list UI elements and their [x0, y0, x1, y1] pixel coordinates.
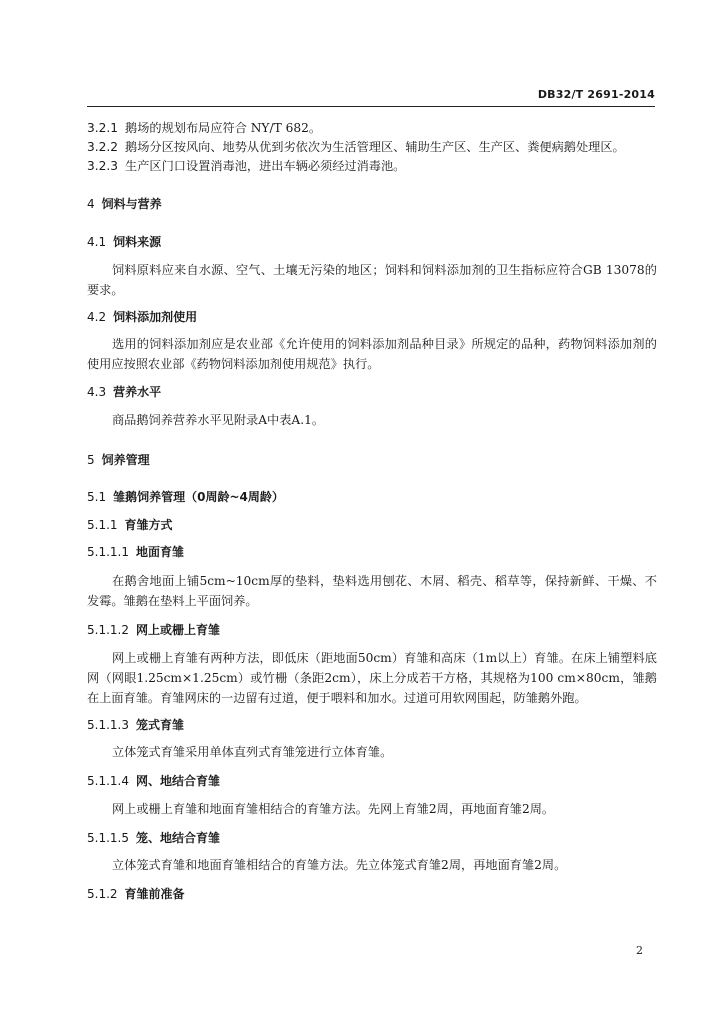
heading-title: 地面育雏: [135, 545, 184, 559]
heading-5-1-1-2: [87, 620, 657, 640]
heading-title: 笼、地结合育雏: [135, 831, 220, 845]
heading-title: 雏鹅饲养管理（0周龄~4周龄）: [113, 490, 284, 504]
heading-5-1-1-4: [87, 771, 657, 791]
heading-5-1-1-3: [87, 715, 657, 735]
heading-number: 5.1.1.4: [87, 774, 129, 788]
heading-title: 网上或栅上育雏: [135, 623, 220, 637]
paragraph-4-1: 饲料原料应来自水源、空气、土壤无污染的地区；饲料和饲料添加剂的卫生指标应符合GB 13078的要求。: [87, 263, 657, 297]
heading-4-2: [87, 307, 657, 327]
clause-text: 鹅场分区按风向、地势从优到劣依次为生活管理区、辅助生产区、生产区、粪便病鹅处理区。: [125, 140, 625, 154]
heading-number: 5.1.1.5: [87, 831, 129, 845]
heading-5-1-1-1: [87, 542, 657, 562]
clause-number: 3.2.1: [87, 121, 119, 135]
heading-4-3: [87, 382, 657, 402]
heading-title: 网、地结合育雏: [135, 774, 220, 788]
page-number: 2: [636, 944, 643, 957]
heading-number: 4.2: [87, 310, 107, 324]
heading-5-1-2: [87, 884, 657, 904]
heading-number: 5.1.2: [87, 887, 118, 901]
clause-3-2-3: [87, 156, 657, 176]
paragraph-4-3: 商品鹅饲养营养水平见附录A中表A.1。: [112, 413, 325, 427]
heading-number: 5.1.1.3: [87, 718, 129, 732]
heading-title: 笼式育雏: [135, 718, 184, 732]
paragraph-5-1-1-3: 立体笼式育雏采用单体直列式育雏笼进行立体育雏。: [112, 745, 393, 759]
clause-number: 3.2.3: [87, 159, 119, 173]
heading-number: 4.1: [87, 235, 107, 249]
heading-4-1: [87, 232, 657, 252]
heading-5-1-1: [87, 515, 657, 535]
heading-title: 饲料与营养: [101, 197, 162, 211]
heading-title: 饲养管理: [101, 453, 150, 467]
heading-5-1-1-5: [87, 828, 657, 848]
paragraph-5-1-1-1: 在鹅舍地面上铺5cm~10cm厚的垫料，垫料选用刨花、木屑、稻壳、稻草等，保持新鲜、干燥、不发霉。雏鹅在垫料上平面饲养。: [87, 574, 657, 608]
standard-code: DB32/T 2691-2014: [537, 88, 655, 101]
paragraph-5-1-1-4: 网上或栅上育雏和地面育雏相结合的育雏方法。先网上育雏2周，再地面育雏2周。: [112, 802, 555, 816]
heading-title: 饲料来源: [113, 235, 162, 249]
heading-number: 5.1.1.1: [87, 545, 129, 559]
clause-3-2-1: [87, 118, 657, 138]
heading-number: 5.1.1.2: [87, 623, 129, 637]
paragraph-4-2: 选用的饲料添加剂应是农业部《允许使用的饲料添加剂品种目录》所规定的品种，药物饲料添加剂的使用应按照农业部《药物饲料添加剂使用规范》执行。: [87, 337, 657, 371]
heading-number: 4: [87, 197, 95, 211]
paragraph-5-1-1-5: 立体笼式育雏和地面育雏相结合的育雏方法。先立体笼式育雏2周，再地面育雏2周。: [112, 858, 567, 872]
heading-title: 育雏方式: [124, 518, 173, 532]
clause-text: 生产区门口设置消毒池，进出车辆必须经过消毒池。: [125, 159, 406, 173]
heading-title: 育雏前准备: [124, 887, 185, 901]
clause-number: 3.2.2: [87, 140, 119, 154]
clause-text: 鹅场的规划布局应符合 NY/T 682。: [125, 121, 322, 135]
heading-title: 饲料添加剂使用: [113, 310, 198, 324]
clause-3-2-2: [87, 137, 657, 157]
heading-4: [87, 194, 657, 214]
heading-number: 5: [87, 453, 95, 467]
heading-5-1: [87, 487, 657, 507]
heading-number: 5.1.1: [87, 518, 118, 532]
header-divider: [87, 106, 655, 107]
heading-5: [87, 450, 657, 470]
heading-number: 5.1: [87, 490, 107, 504]
heading-title: 营养水平: [113, 385, 162, 399]
heading-number: 4.3: [87, 385, 107, 399]
paragraph-5-1-1-2: 网上或栅上育雏有两种方法，即低床（距地面50cm）育雏和高床（1m以上）育雏。在床上铺塑料底网（网眼1.25cm×1.25cm）或竹栅（条距2cm），床上分成若干方格，其规格为100 cm×80cm，雏鹅在上面育雏。育雏网床的一边留有过道，便于喂料和加水。过道可用软网围起，防雏鹅外跑。: [87, 651, 657, 705]
